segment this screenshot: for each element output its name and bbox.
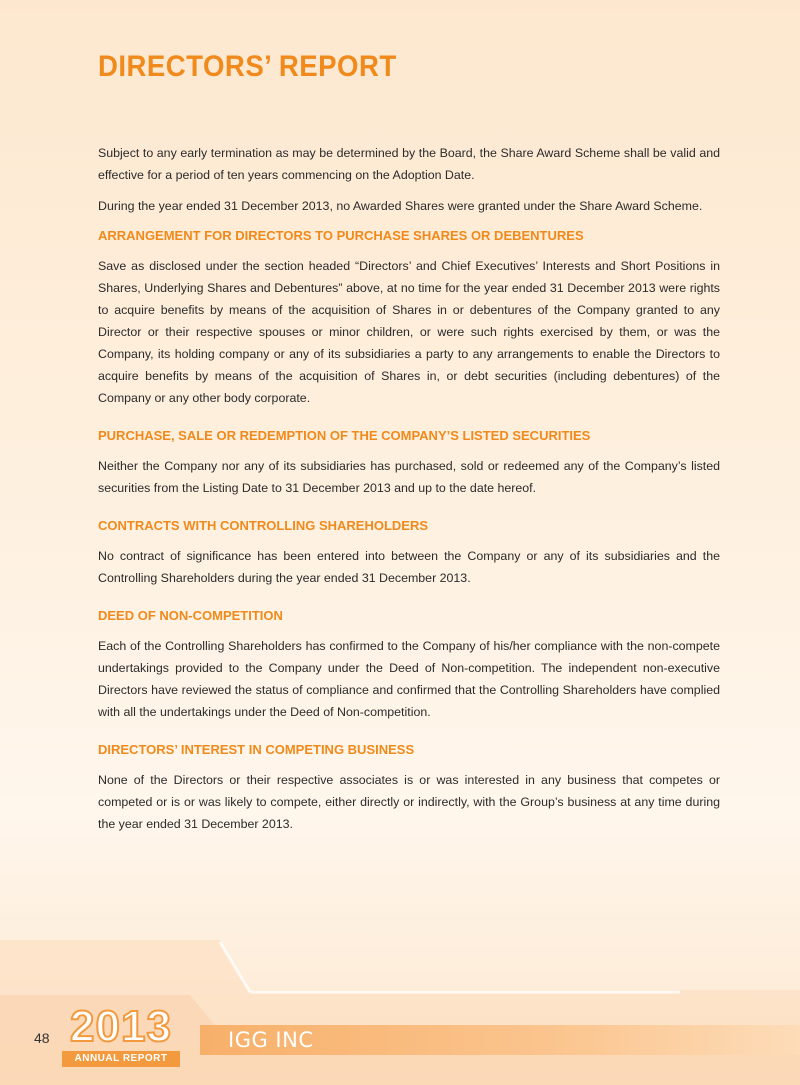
section-heading: DEED OF NON-COMPETITION [98, 608, 283, 623]
paragraph: Subject to any early termination as may be determined by the Board, the Share Award Scheme shall be valid and effective for a period of ten years commencing on the Adoption Date. [98, 146, 720, 182]
section-heading: PURCHASE, SALE OR REDEMPTION OF THE COMPANY’S LISTED SECURITIES [98, 428, 591, 443]
section-heading: CONTRACTS WITH CONTROLLING SHAREHOLDERS [98, 518, 429, 533]
paragraph: None of the Directors or their respective associates is or was interested in any business that competes or competed or is or was likely to compete, either directly or indirectly, with the Group’s business at any time during the year ended 31 December 2013. [98, 773, 720, 831]
section-heading: ARRANGEMENT FOR DIRECTORS TO PURCHASE SHARES OR DEBENTURES [98, 228, 584, 243]
paragraph: Each of the Controlling Shareholders has confirmed to the Company of his/her compliance with the non-compete undertakings provided to the Company under the Deed of Non-competition. The independent non-executive Directors have reviewed the status of compliance and confirmed that the Controlling Shareholders have complied with all the undertakings under the Deed of Non-competition. [98, 639, 720, 719]
paragraph: Neither the Company nor any of its subsidiaries has purchased, sold or redeemed any of the Company’s listed securities from the Listing Date to 31 December 2013 and up to the date hereof. [98, 459, 720, 495]
report-body [98, 142, 720, 844]
section-heading: DIRECTORS’ INTEREST IN COMPETING BUSINESS [98, 742, 415, 757]
logo-caption: ANNUAL REPORT [62, 1051, 180, 1067]
paragraph: During the year ended 31 December 2013, no Awarded Shares were granted under the Share Award Scheme. [98, 199, 703, 213]
page-number: 48 [34, 1030, 50, 1046]
page-title: DIRECTORS’ REPORT [98, 50, 397, 83]
company-name: IGG INC [228, 1028, 314, 1052]
paragraph: Save as disclosed under the section headed “Directors’ and Chief Executives’ Interests and Short Positions in Shares, Underlying Shares and Debentures” above, at no time for the year ended 31 December 2013 were rights to acquire benefits by means of the acquisition of Shares in or debentures of the Company granted to any Director or their respective spouses or minor children, or were such rights exercised by them, or was the Company, its holding company or any of its subsidiaries a party to any arrangements to enable the Directors to acquire benefits by means of the acquisition of Shares in, or debt securities (including debentures) of the Company or any other body corporate. [98, 259, 720, 405]
logo-year: 2013 [70, 1002, 172, 1051]
annual-report-logo [62, 1003, 180, 1067]
paragraph: No contract of significance has been entered into between the Company or any of its subsidiaries and the Controlling Shareholders during the year ended 31 December 2013. [98, 549, 720, 585]
